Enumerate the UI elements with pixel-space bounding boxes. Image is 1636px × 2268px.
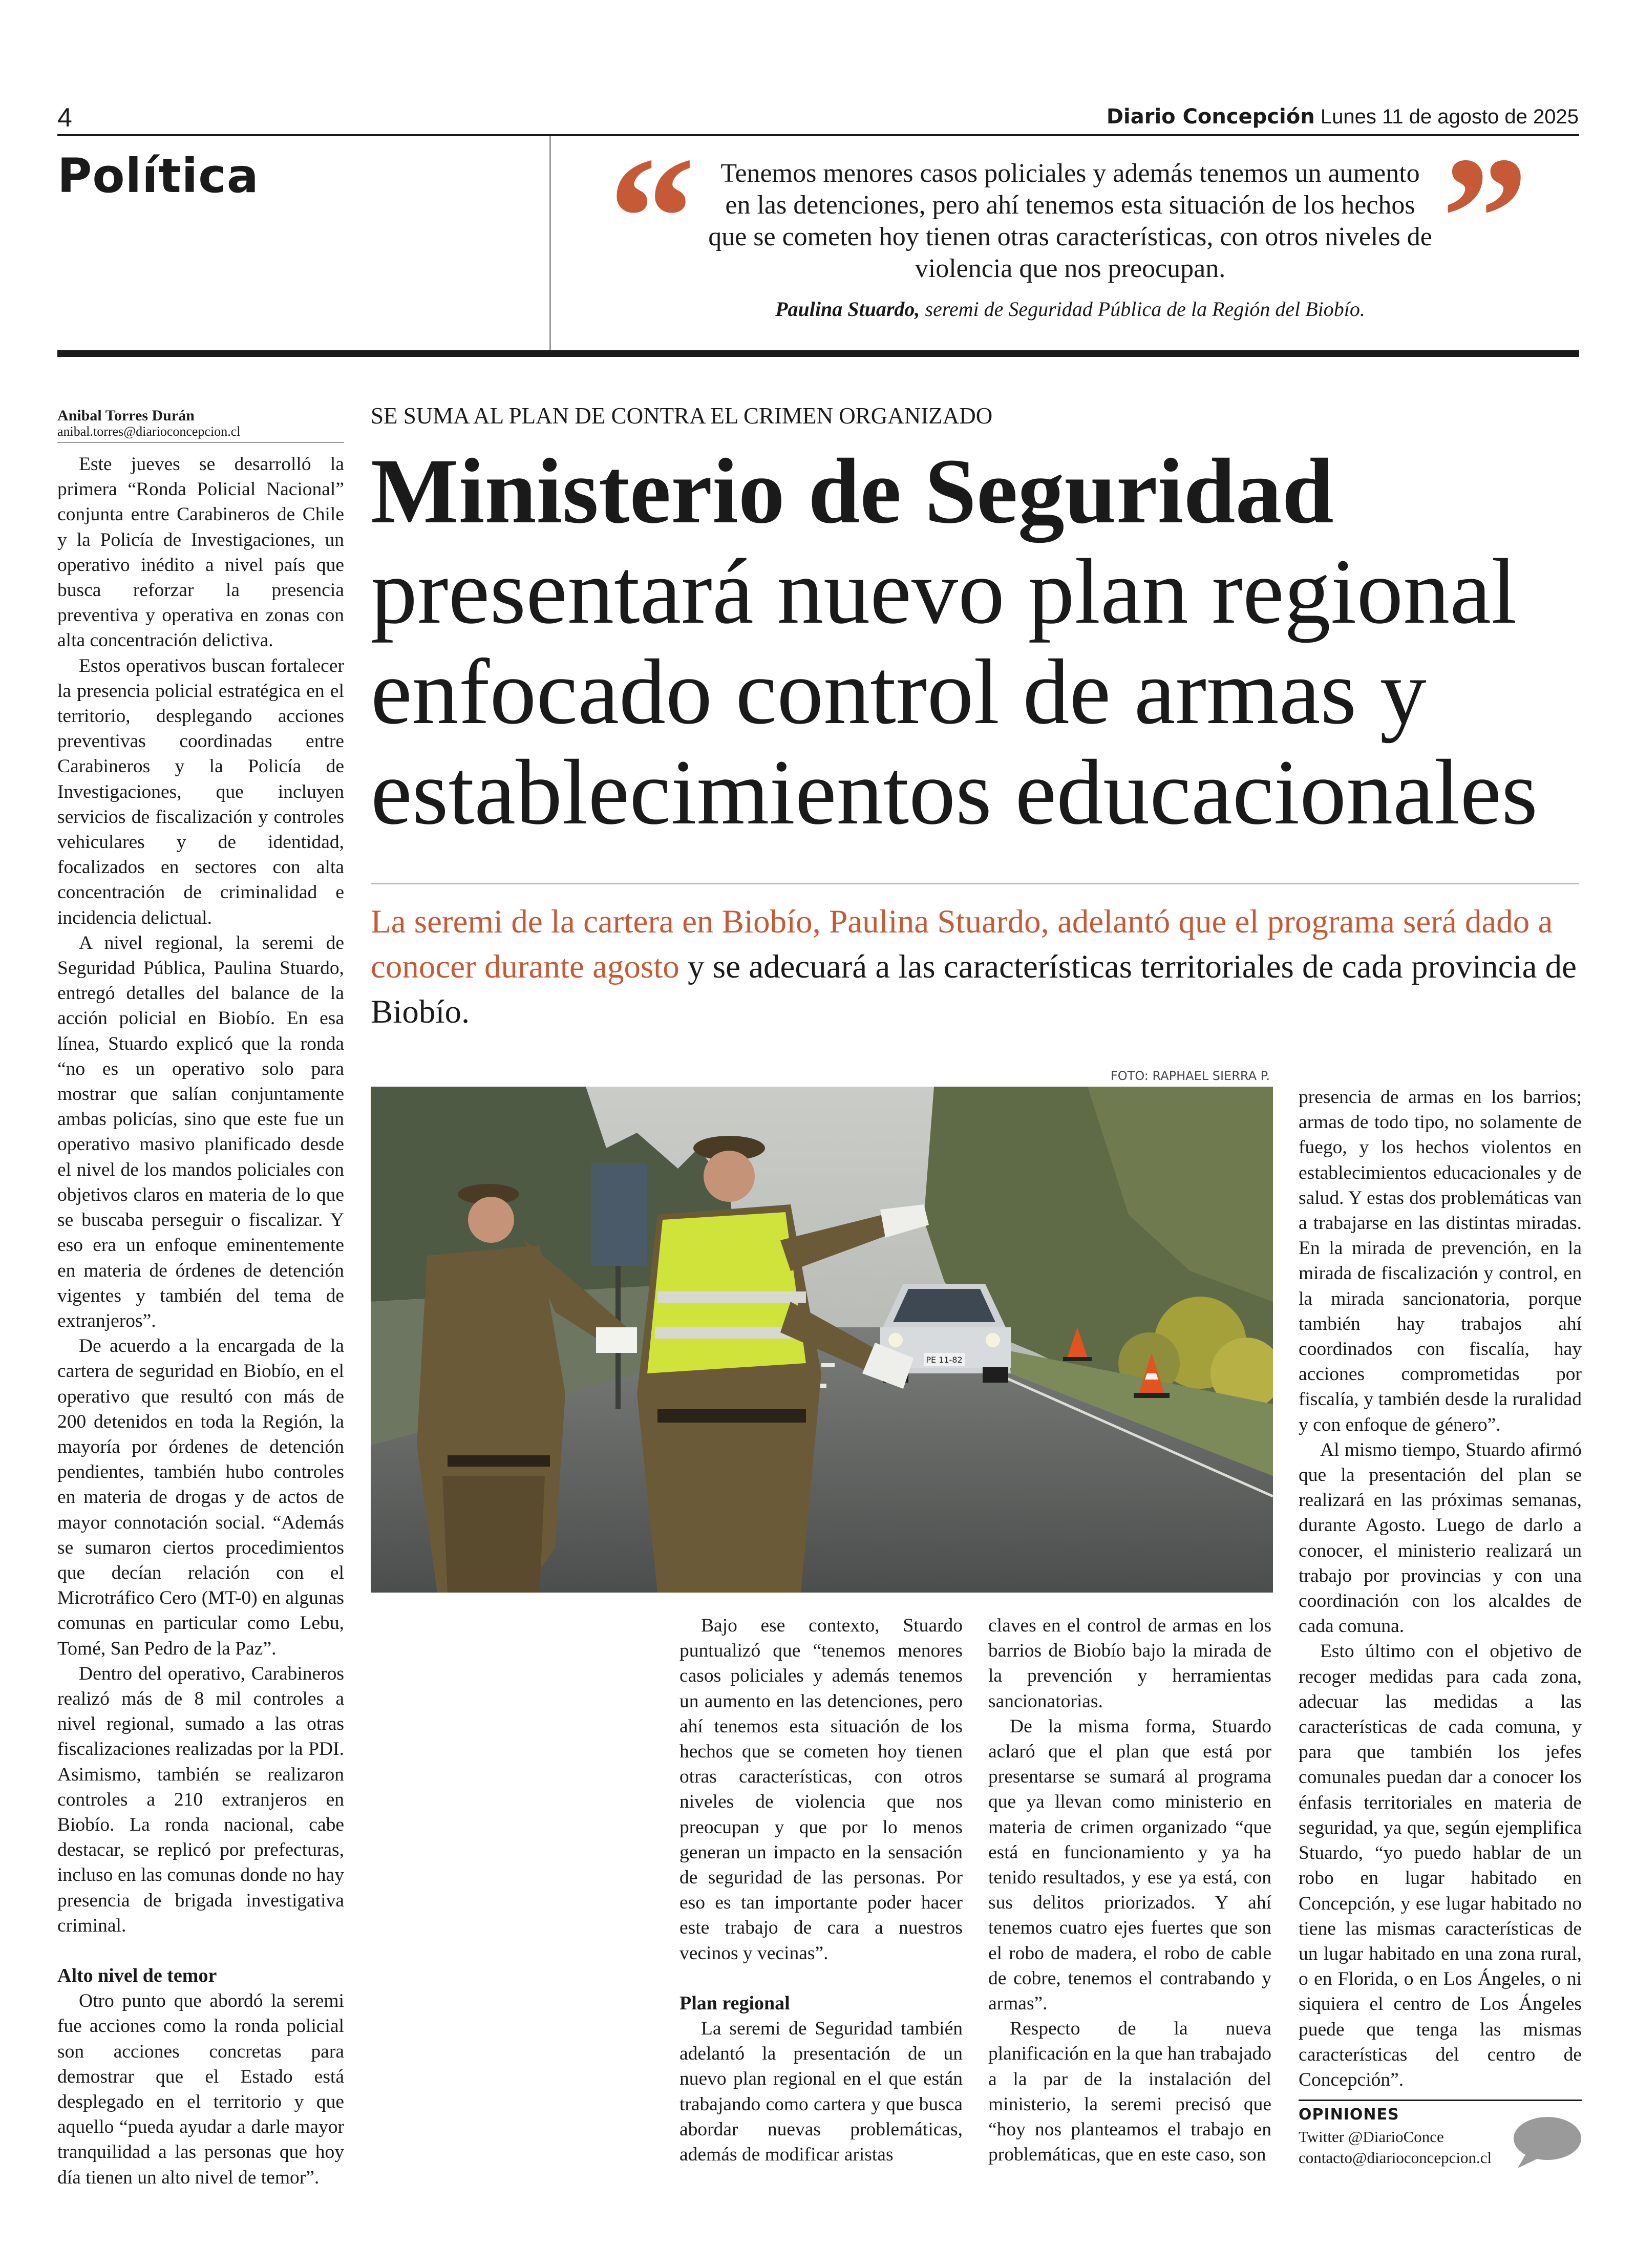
quote-author-role: seremi de Seguridad Pública de la Región del Biobío. <box>925 298 1365 321</box>
headline-line-3: establecimientos educacionales <box>371 741 1538 844</box>
lede-highlight: La seremi de la cartera en Biobío, Paulina Stuardo, adelantó que el programa será dado a conocer durante agosto <box>371 903 1553 985</box>
license-plate: PE 11-82 <box>926 1355 963 1365</box>
section-title: Política <box>57 149 259 203</box>
paragraph: Esto último con el objetivo de recoger medidas para cada zona, adecuar las medidas a las características de cada comuna, y para que también los jefes comunales puedan dar a conocer los énfasis territoriales en materia de seguridad, ya que, según ejemplifica Stuardo, “yo puedo hablar de un robo en lugar habitado en Concepción, y ese lugar habitado no tiene las mismas características de un lugar habitado en una zona rural, o en Florida, o en Los Ángeles, o ni siquiera el centro de Los Ángeles puede que tenga las mismas características del centro de Concepción”. <box>1299 1641 1582 2090</box>
article-column-1 <box>57 452 344 2190</box>
header-divider <box>549 136 551 351</box>
lede-rule <box>371 883 1579 884</box>
page-number: 4 <box>57 103 72 133</box>
paragraph: Este jueves se desarrolló la primera “Ronda Policial Nacional” conjunta entre Carabineros de Chile y la Policía de Investigaciones, un operativo inédito a nivel país que busca reforzar la presencia preventiva y operativa en zonas con alta concentración delictiva. <box>57 454 344 651</box>
paragraph: La seremi de Seguridad también adelantó la presentación de un nuevo plan regional en el que están trabajando como cartera y que busca abordar nuevas problemáticas, además de modificar aristas <box>679 2018 963 2166</box>
paragraph: Dentro del operativo, Carabineros realizó más de 8 mil controles a nivel regional, sumado a las otras fiscalizaciones realizadas por la PDI. Asimismo, también se realizaron controles a 210 extranjeros en Biobío. La ronda nacional, cabe destacar, se replicó por prefecturas, incluso en las comunas donde no hay presencia de brigada investigativa criminal. <box>57 1663 344 1936</box>
header-thick-rule <box>57 350 1579 357</box>
byline-email: anibal.torres@diarioconcepcion.cl <box>57 424 241 439</box>
byline-name: Anibal Torres Durán <box>57 407 195 424</box>
article-kicker: SE SUMA AL PLAN DE CONTRA EL CRIMEN ORGANIZADO <box>371 403 993 429</box>
article-lede <box>371 899 1579 1034</box>
paragraph: Al mismo tiempo, Stuardo afirmó que la presentación del plan se realizará en las próximas semanas, durante Agosto. Luego de darlo a conocer, el ministerio realizará un trabajo por provincias y con una coordinación con los alcaldes de cada comuna. <box>1299 1439 1582 1637</box>
headline-line-1: presentará nuevo plan regional <box>371 540 1517 643</box>
subhead-alto-nivel: Alto nivel de temor <box>57 1964 217 1986</box>
paragraph: claves en el control de armas en los barrios de Biobío bajo la mirada de la prevención y herramientas sancionatorias. <box>988 1615 1271 1712</box>
open-quote-icon: “ <box>608 121 695 314</box>
pull-quote-attribution <box>707 297 1434 321</box>
quote-author: Paulina Stuardo, <box>775 298 920 321</box>
article-column-2 <box>679 1613 963 2167</box>
issue-date: Lunes 11 de agosto de 2025 <box>1320 105 1579 128</box>
article-headline <box>371 441 1589 843</box>
pull-quote-text: Tenemos menores casos policiales y además tenemos un aumento en las detenciones, pero ahí tenemos esta situación de los hechos que se cometen hoy tienen otras características, con otros niveles de violencia que nos preocupan. <box>708 159 1432 283</box>
photo-credit: FOTO: RAPHAEL SIERRA P. <box>1110 1069 1270 1083</box>
opiniones-twitter: Twitter @DiarioConce <box>1299 2128 1444 2146</box>
opiniones-rule <box>1299 2100 1582 2101</box>
speech-bubble-icon <box>1511 2114 1582 2170</box>
newspaper-name: Diario Concepción <box>1106 105 1315 129</box>
headline-bold-line: Ministerio de Seguridad <box>371 440 1334 543</box>
opiniones-email: contacto@diarioconcepcion.cl <box>1299 2149 1492 2167</box>
lede-rest: y se adecuará a las características territoriales de cada provincia de Biobío. <box>371 948 1577 1030</box>
paragraph: presencia de armas en los barrios; armas de todo tipo, no solamente de fuego, y los hechos violentos en establecimientos educacionales y de salud. Y estas dos problemáticas van a trabajarse en las distintas miradas. En la mirada de prevención, en la mirada de fiscalización y control, en la mirada sancionatoria, porque también hay trabajos ahí coordinados con fiscalía, hay acciones comprometidas por fiscalía, y también desde la ruralidad y con enfoque de género”. <box>1299 1087 1582 1435</box>
opiniones-title: OPINIONES <box>1299 2106 1399 2124</box>
paragraph: De acuerdo a la encargada de la cartera de seguridad en Biobío, en el operativo que resultó con más de 200 detenidos en toda la Región, la mayoría por órdenes de detención pendientes, también hubo controles en materia de drogas y de actos de mayor connotación social. “Además se sumaron ciertos procedimientos que decían relación con el Microtráfico Cero (MT-0) en algunas comunas en particular como Lebu, Tomé, San Pedro de la Paz”. <box>57 1336 344 1659</box>
paragraph: Bajo ese contexto, Stuardo puntualizó que “tenemos menores casos policiales y además tenemos un aumento en las detenciones, pero ahí tenemos esta situación de los hechos que se cometen hoy tienen otras características, con otros niveles de violencia que nos preocupan y que por lo menos generan un impacto en la sensación de seguridad de las personas. Por eso es tan importante poder hacer este trabajo de cara a nuestros vecinos y vecinas”. <box>679 1615 963 1964</box>
paragraph: Otro punto que abordó la seremi fue acciones como la ronda policial son acciones concretas para demostrar que el Estado está desplegado en el territorio y que aquello “pueda ayudar a darle mayor tranquilidad a las personas que hoy día tienen un alto nivel de temor”. <box>57 1990 344 2188</box>
paragraph: A nivel regional, la seremi de Seguridad Pública, Paulina Stuardo, entregó detalles del balance de la acción policial en Biobío. En esa línea, Stuardo explicó que la ronda “no es un operativo solo para mostrar que salían conjuntamente ambas policías, sino que este fue un operativo masivo planificado desde el nivel de los mandos policiales con objetivos claros en materia de lo que se buscaba perseguir o fiscalizar. Y eso era un enfoque eminentemente en materia de órdenes de detención vigentes y también del tema de extranjeros”. <box>57 932 344 1331</box>
paragraph: Estos operativos buscan fortalecer la presencia policial estratégica en el territorio, desplegando acciones preventivas coordinadas entre Carabineros y la Policía de Investigaciones, que incluyen servicios de fiscalización y controles vehiculares y de identidad, focalizados en sectores con alta concentración de criminalidad e incidencia delictual. <box>57 655 344 928</box>
headline-line-2: enfocado control de armas y <box>371 641 1427 744</box>
article-column-4 <box>1299 1085 1582 2092</box>
subhead-plan-regional: Plan regional <box>679 1992 790 2014</box>
paragraph: Respecto de la nueva planificación en la que han trabajado a la par de la instalación del ministerio, la seremi precisó que “hoy nos planteamos el trabajo en problemáticas, que en este caso, son <box>988 2018 1271 2166</box>
paragraph: De la misma forma, Stuardo aclaró que el plan que está por presentarse se sumará al programa que ya llevan como ministerio en materia de crimen organizado “que está en funcionamiento y ya ha tenido resultados, y ese ya está, con sus delitos priorizados. Y ahí tenemos cuatro ejes fuertes que son el robo de madera, el robo de cable de cobre, tenemos el contrabando y armas”. <box>988 1715 1271 2015</box>
byline-rule <box>57 442 344 443</box>
article-photo <box>371 1087 1273 1593</box>
close-quote-icon: ” <box>1441 121 1528 314</box>
header-rule <box>57 134 1579 136</box>
article-column-3 <box>988 1613 1271 2167</box>
